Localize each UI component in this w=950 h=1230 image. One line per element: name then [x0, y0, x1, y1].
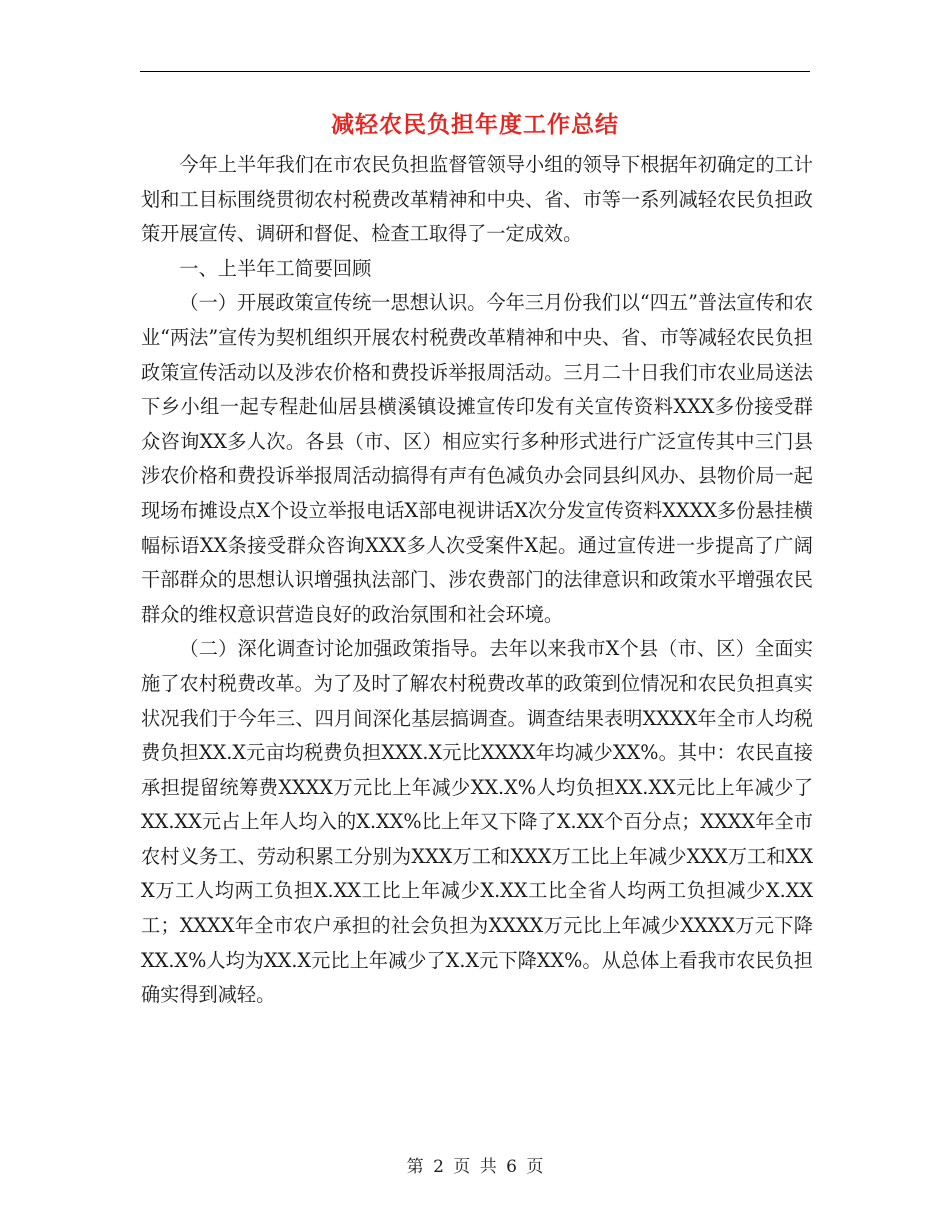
body-paragraph-policy-publicity: （一）开展政策宣传统一思想认识。今年三月份我们以“四五”普法宣传和农业“两法”宣传为契机组织开展农村税费改革精神和中央、省、市等减轻农民负担政策宣传活动以及涉农价格和费投诉举报周活动。三月二十日我们市农业局送法下乡小组一起专程赴仙居县横溪镇设摊宣传印发有关宣传资料XXX多份接受群众咨询XX多人次。各县（市、区）相应实行多种形式进行广泛宣传其中三门县涉农价格和费投诉举报周活动搞得有声有色减负办会同县纠风办、县物价局一起现场布摊设点X个设立举报电话X部电视讲话X次分发宣传资料XXXX多份悬挂横幅标语XX条接受群众咨询XXX多人次受案件X起。通过宣传进一步提高了广阔干部群众的思想认识增强执法部门、涉农费部门的法律意识和政策水平增强农民群众的维权意识营造良好的政治氛围和社会环境。 — [141, 291, 814, 626]
page-number: 第 2 页 共 6 页 — [406, 1157, 544, 1177]
document-title: 减轻农民负担年度工作总结 — [331, 111, 619, 138]
document-body — [141, 148, 813, 1013]
section-heading: 一、上半年工简要回顾 — [179, 256, 372, 280]
body-paragraph-survey: （二）深化调查讨论加强政策指导。去年以来我市X个县（市、区）全面实施了农村税费改革。为了及时了解农村税费改革的政策到位情况和农民负担真实状况我们于今年三、四月间深化基层搞调查。调查结果表明XXXX年全市人均税费负担XX.X元亩均税费负担XXX.X元比XXXX年均减少XX%。其中：农民直接承担提留统筹费XXXX万元比上年减少XX.X%人均负担XX.XX元比上年减少了XX.XX元占上年人均入的X.XX%比上年又下降了X.XX个百分点；XXXX年全市农村义务工、劳动积累工分别为XXX万工和XXX万工比上年减少XXX万工和XXX万工人均两工负担X.XX工比上年减少X.XX工比全省人均两工负担减少X.XX工；XXXX年全市农户承担的社会负担为XXXX万元比上年减少XXXX万元下降XX.X%人均为XX.X元比上年减少了X.X元下降XX%。从总体上看我市农民负担确实得到减轻。 — [141, 637, 813, 1007]
header-rule — [140, 71, 810, 72]
intro-paragraph: 今年上半年我们在市农民负担监督管领导小组的领导下根据年初确定的工计划和工目标围绕贯彻农村税费改革精神和中央、省、市等一系列减轻农民负担政策开展宣传、调研和督促、检查工取得了一定成效。 — [141, 153, 813, 246]
